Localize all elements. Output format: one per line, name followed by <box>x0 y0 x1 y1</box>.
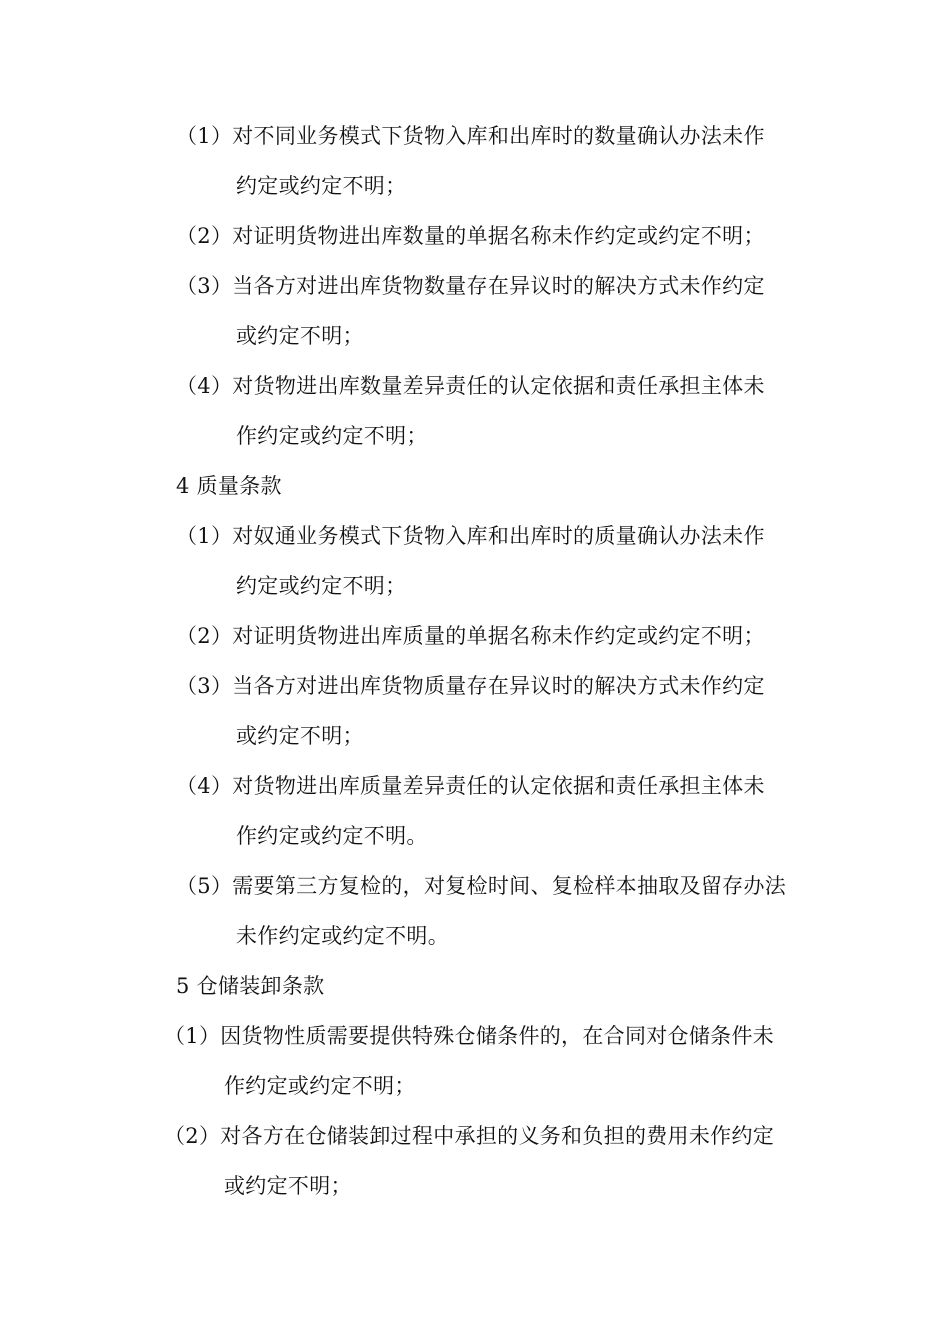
section-heading: 5 仓储装卸条款 <box>176 974 325 998</box>
text-line: 或约定不明； <box>224 1174 352 1198</box>
text-line: 约定或约定不明； <box>236 574 407 598</box>
text-line: （3）当各方对进出库货物质量存在异议时的解决方式未作约定 <box>176 674 765 698</box>
text-line: 未作约定或约定不明。 <box>236 924 449 948</box>
text-line: （3）当各方对进出库货物数量存在异议时的解决方式未作约定 <box>176 274 765 298</box>
text-line: （4）对货物进出库质量差异责任的认定依据和责任承担主体未 <box>176 774 765 798</box>
text-line: （5）需要第三方复检的，对复检时间、复检样本抽取及留存办法 <box>176 874 787 898</box>
text-line: （2）对各方在仓储装卸过程中承担的义务和负担的费用未作约定 <box>164 1124 775 1148</box>
text-line: 约定或约定不明； <box>236 174 407 198</box>
text-line: 或约定不明； <box>236 324 364 348</box>
text-line: （1）对奴通业务模式下货物入库和出库时的质量确认办法未作 <box>176 524 765 548</box>
text-line: 作约定或约定不明； <box>224 1074 416 1098</box>
text-line: 或约定不明； <box>236 724 364 748</box>
text-line: （1）因货物性质需要提供特殊仓储条件的，在合同对仓储条件未 <box>164 1024 775 1048</box>
text-line: （2）对证明货物进出库数量的单据名称未作约定或约定不明； <box>176 224 765 248</box>
text-line: （1）对不同业务模式下货物入库和出库时的数量确认办法未作 <box>176 124 765 148</box>
text-line: （4）对货物进出库数量差异责任的认定依据和责任承担主体未 <box>176 374 765 398</box>
text-line: 作约定或约定不明； <box>236 424 428 448</box>
text-line: 作约定或约定不明。 <box>236 824 428 848</box>
section-heading: 4 质量条款 <box>176 474 282 498</box>
text-line: （2）对证明货物进出库质量的单据名称未作约定或约定不明； <box>176 624 765 648</box>
